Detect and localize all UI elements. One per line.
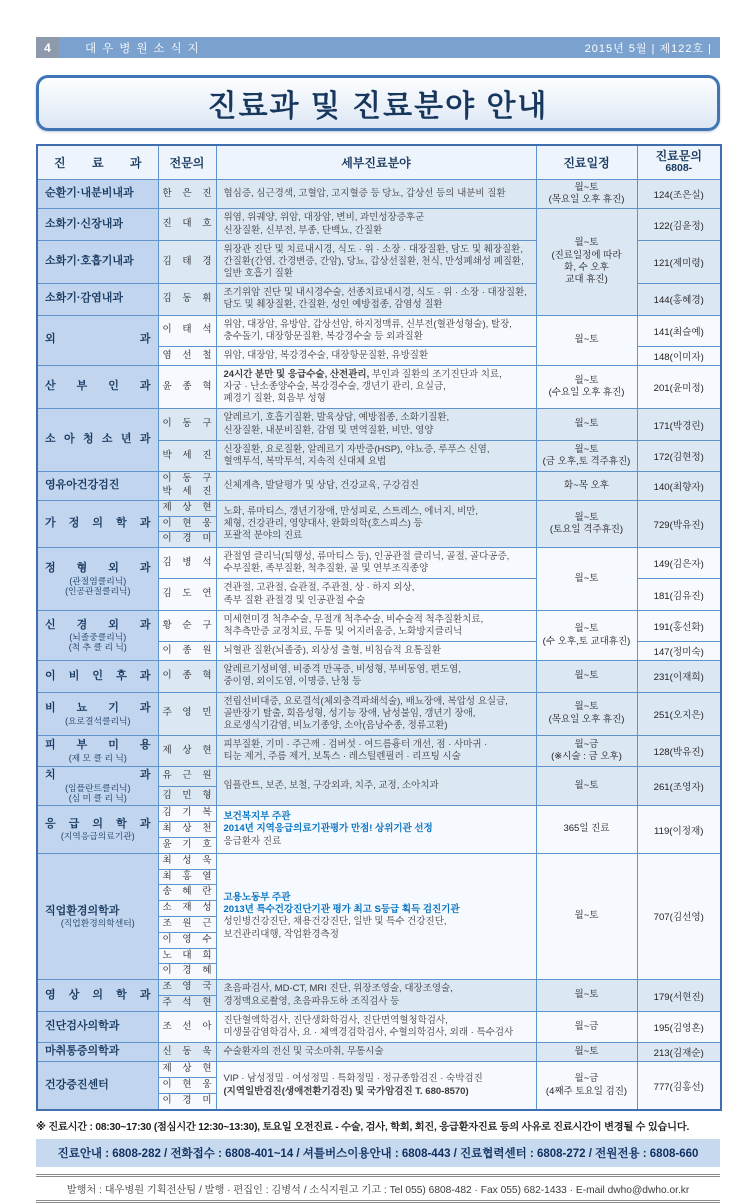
section-title-box <box>36 75 720 131</box>
cell-dept: 순환기·내분비내과 <box>37 179 158 209</box>
table-body <box>37 179 721 1110</box>
cell-doc: 제 상 현 <box>158 736 216 767</box>
cell-sch: 월~토 <box>536 409 637 440</box>
cell-sch: 월~금 <box>536 1011 637 1042</box>
cell-dept: 비 뇨 기 과 (요로결석클리닉) <box>37 692 158 735</box>
cell-tel: 149(김은자) <box>637 548 721 579</box>
cell-det: 보건복지부 주관 2014년 지역응급의료기관평가 만점! 상위기관 선정 응급환자 진료 <box>216 806 536 853</box>
cell-sch: 월~금 (※시술 : 금 오후) <box>536 736 637 767</box>
cell-det: 노화, 류마티스, 갱년기장애, 만성피로, 스트레스, 에너지, 비만, 체형, 건강관리, 영양대사, 완화의학(호스피스) 등 포괄적 분야의 진료 <box>216 500 536 547</box>
cell-tel: 191(홍선화) <box>637 610 721 641</box>
cell-doc: 김 병 석 <box>158 548 216 579</box>
cell-sch: 월~토 (진료일정에 따라 화, 수 오후 교대 휴진) <box>536 209 637 315</box>
cell-dept: 소화기·호흡기내과 <box>37 240 158 283</box>
cell-sch: 365일 진료 <box>536 806 637 853</box>
cell-dept: 건강증진센터 <box>37 1062 158 1110</box>
cell-tel: 147(정미숙) <box>637 642 721 661</box>
cell-doc: 소 재 성 <box>158 901 216 917</box>
cell-det: 위장관 진단 및 치료내시경, 식도 · 위 · 소장 · 대장질환, 담도 및 췌장질환, 간질환(간염, 간경변증, 간암), 당뇨, 갑상선질환, 천식, 만성폐쇄성 폐질환, 일반 호흡기 질환 <box>216 240 536 283</box>
cell-det: 관절염 클리닉(퇴행성, 류마티스 등), 인공관절 클리닉, 골절, 골다공증, 수부질환, 족부질환, 척추질환, 골 및 연부조직종양 <box>216 548 536 579</box>
cell-tel: 251(오지은) <box>637 692 721 735</box>
cell-det: 신장질환, 요로질환, 알레르기 자반증(HSP), 야뇨증, 루푸스 신염, 혈액투석, 복막투석, 지속적 신대체 요법 <box>216 440 536 471</box>
cell-doc: 김 도 연 <box>158 579 216 610</box>
cell-sch: 월~토 <box>536 767 637 806</box>
cell-det: 수술환자의 전신 및 국소마취, 무통시술 <box>216 1043 536 1062</box>
cell-tel: 171(박경린) <box>637 409 721 440</box>
departments-table <box>36 144 722 1111</box>
cell-tel: 201(윤미정) <box>637 365 721 408</box>
cell-doc: 한 은 진 <box>158 179 216 209</box>
col-header-doctor: 전문의 <box>158 145 216 179</box>
cell-doc: 김 동 휘 <box>158 284 216 315</box>
cell-doc: 이 현 웅 <box>158 516 216 532</box>
page-title: 진료과 및 진료분야 안내 <box>207 90 549 123</box>
cell-doc: 황 순 구 <box>158 610 216 641</box>
cell-det: 조기위암 진단 및 내시경수술, 선종치료내시경, 식도 · 위 · 소장 · 대장질환, 담도 및 췌장질환, 간질환, 성인 예방접종, 감염성 질환 <box>216 284 536 315</box>
cell-dept: 소화기·감염내과 <box>37 284 158 315</box>
cell-sch: 월~토 (금 오후,토 격주휴진) <box>536 440 637 471</box>
cell-dept: 영 상 의 학 과 <box>37 980 158 1012</box>
cell-sch: 월~토 <box>536 1043 637 1062</box>
cell-doc: 최 홍 열 <box>158 869 216 885</box>
cell-sch: 월~금 (4째주 토요일 검진) <box>536 1062 637 1110</box>
cell-doc: 조 영 국 <box>158 980 216 996</box>
cell-det: 위암, 대장암, 유방암, 갑상선암, 하지정맥류, 신부전(혈관성형술), 탈장, 충수돌기, 대장항문질환, 복강경수술 등 외과질환 <box>216 315 536 346</box>
cell-sch: 월~토 (수요일 오후 휴진) <box>536 365 637 408</box>
cell-tel: 707(김선영) <box>637 853 721 980</box>
cell-doc: 조 원 근 <box>158 916 216 932</box>
masthead-bar <box>36 37 720 58</box>
cell-dept: 이 비 인 후 과 <box>37 661 158 692</box>
cell-tel: 128(박유진) <box>637 736 721 767</box>
cell-sch: 월~토 (토요일 격주휴진) <box>536 500 637 547</box>
cell-doc: 제 상 현 <box>158 500 216 516</box>
cell-dept: 응 급 의 학 과 (지역응급의료기관) <box>37 806 158 853</box>
cell-doc: 최 성 욱 <box>158 853 216 869</box>
cell-det: 24시간 분만 및 응급수술, 산전관리, 부인과 질환의 조기진단과 치료, 자궁 · 난소종양수술, 복강경수술, 갱년기 관리, 요실금, 폐경기 질환, 회음부 성형 <box>216 365 536 408</box>
cell-dept: 가 정 의 학 과 <box>37 500 158 547</box>
cell-dept: 소 아 청 소 년 과 <box>37 409 158 472</box>
col-header-department: 진 료 과 <box>37 145 158 179</box>
cell-sch: 월~토 (목요일 오후 휴진) <box>536 692 637 735</box>
cell-det: 협심증, 심근경색, 고혈압, 고지혈증 등 당뇨, 갑상선 등의 내분비 질환 <box>216 179 536 209</box>
cell-dept: 마취통증의학과 <box>37 1043 158 1062</box>
cell-det: 견관절, 고관절, 슬관절, 주관절, 상 · 하지 외상, 족부 질환 관절경 및 인공관절 수술 <box>216 579 536 610</box>
cell-dept: 치 과 (임플란트클리닉) (심 미 클 리 닉) <box>37 767 158 806</box>
cell-det: 알레르기성비염, 비중격 만곡증, 비성형, 부비동염, 편도염, 중이염, 외이도염, 이명증, 난청 등 <box>216 661 536 692</box>
cell-sch: 월~토 (수 오후,토 교대휴진) <box>536 610 637 660</box>
cell-det: VIP · 남성정밀 · 여성정밀 · 특화정밀 · 정규종합검진 · 숙박검진 (지역일반검진(생애전환기검진) 및 국가암검진 T. 680-8570) <box>216 1062 536 1110</box>
cell-doc: 이 경 혜 <box>158 964 216 980</box>
cell-det: 진단혈액학검사, 진단생화학검사, 진단면역혈청학검사, 미생물감염학검사, 요 · 체액경검학검사, 수혈의학검사, 외래 · 특수검사 <box>216 1011 536 1042</box>
cell-sch: 월~토 (목요일 오후 휴진) <box>536 179 637 209</box>
cell-tel: 172(김현정) <box>637 440 721 471</box>
cell-dept: 산 부 인 과 <box>37 365 158 408</box>
col-header-schedule: 진료일정 <box>536 145 637 179</box>
cell-doc: 이 종 혁 <box>158 661 216 692</box>
cell-sch: 월~토 <box>536 853 637 980</box>
cell-doc: 이 경 미 <box>158 532 216 548</box>
cell-sch: 월~토 <box>536 315 637 365</box>
cell-tel: 729(박유진) <box>637 500 721 547</box>
cell-doc: 김 민 형 <box>158 786 216 805</box>
publisher-line: 발행처 : 대우병원 기획전산팀 / 발행 · 편집인 : 김병석 / 소식지원고 기고 : Tel 055) 6808-482 · Fax 055) 682-1433 · E-mail dwho@dwho.or.kr <box>36 1174 720 1203</box>
cell-doc: 이 동 구 박 세 진 <box>158 472 216 501</box>
cell-dept: 피 부 미 용 (제 모 클 리 닉) <box>37 736 158 767</box>
cell-doc: 김 기 복 <box>158 806 216 822</box>
cell-tel: 148(이미자) <box>637 346 721 365</box>
cell-doc: 제 상 현 <box>158 1062 216 1078</box>
cell-det: 고용노동부 주관 2013년 특수건강진단기관 평가 최고 S등급 획득 검진기관 성인병건강진단, 채용건강진단, 일반 및 특수 건강진단, 보건관리대행, 작업환경측정 <box>216 853 536 980</box>
cell-doc: 염 선 철 <box>158 346 216 365</box>
cell-tel: 777(김홍선) <box>637 1062 721 1110</box>
cell-tel: 231(이재희) <box>637 661 721 692</box>
cell-doc: 노 대 희 <box>158 948 216 964</box>
cell-doc: 윤 종 혁 <box>158 365 216 408</box>
cell-tel: 213(김재순) <box>637 1043 721 1062</box>
cell-det: 신체계측, 발달평가 및 상담, 건강교육, 구강검진 <box>216 472 536 501</box>
cell-doc: 윤 기 호 <box>158 837 216 853</box>
newsletter-title: 대우병원소식지 <box>85 42 205 55</box>
cell-doc: 조 선 아 <box>158 1011 216 1042</box>
cell-dept: 소화기·신장내과 <box>37 209 158 240</box>
cell-det: 임플란트, 보존, 보철, 구강외과, 치주, 교정, 소아치과 <box>216 767 536 806</box>
cell-doc: 신 동 욱 <box>158 1043 216 1062</box>
cell-sch: 월~토 <box>536 980 637 1012</box>
cell-doc: 송 혜 란 <box>158 885 216 901</box>
cell-tel: 122(김윤정) <box>637 209 721 240</box>
col-header-contact: 진료문의 6808- <box>637 145 721 179</box>
cell-dept: 정 형 외 과 (관절염클리닉) (인공관절클리닉) <box>37 548 158 611</box>
table-header <box>37 145 721 179</box>
cell-tel: 121(제미령) <box>637 240 721 283</box>
cell-doc: 주 석 현 <box>158 996 216 1012</box>
clinic-hours-note: ※ 진료시간 : 08:30~17:30 (점심시간 12:30~13:30), 토요일 오전진료 - 수술, 검사, 학회, 회진, 응급환자진료 등의 사유로 진료시간이 변경될 수 있습니다. <box>36 1121 690 1133</box>
cell-det: 미세현미경 척추수술, 무절개 척추수술, 비수술적 척추질환치료, 척추측만증 교정치료, 두통 및 어지러움증, 노화방지클리닉 <box>216 610 536 641</box>
cell-doc: 최 상 천 <box>158 822 216 838</box>
cell-doc: 이 현 웅 <box>158 1078 216 1094</box>
phone-directory-bar: 진료안내 : 6808-282 / 전화접수 : 6808-401~14 / 셔틀버스이용안내 : 6808-443 / 진료협력센터 : 6808-272 / 전원전용 : 6808-660 <box>36 1139 720 1167</box>
cell-det: 피부질환, 기미 · 주근깨 · 검버섯 · 여드름흉터 개선, 점 · 사마귀 · 티눈 제거, 주름 제거, 보톡스 · 레스틸렌필러 · 리프팅 시술 <box>216 736 536 767</box>
page-number: 4 <box>36 37 59 58</box>
cell-sch: 월~토 <box>536 548 637 611</box>
cell-dept: 외 과 <box>37 315 158 365</box>
cell-det: 뇌혈관 질환(뇌졸중), 외상성 출혈, 비침습적 요통질환 <box>216 642 536 661</box>
cell-doc: 이 종 원 <box>158 642 216 661</box>
cell-det: 위염, 위궤양, 위암, 대장암, 변비, 과민성장증후군 신장질환, 신부전, 부종, 단백뇨, 간질환 <box>216 209 536 240</box>
cell-dept: 직업환경의학과 (직업환경의학센터) <box>37 853 158 980</box>
cell-doc: 박 세 진 <box>158 440 216 471</box>
cell-doc: 이 영 수 <box>158 932 216 948</box>
cell-det: 위암, 대장암, 복강경수술, 대장항문질환, 유방질환 <box>216 346 536 365</box>
col-header-details: 세부진료분야 <box>216 145 536 179</box>
cell-det: 전립선비대증, 요로결석(체외충격파쇄석술), 배뇨장애, 복압성 요실금, 골반장기 탈출, 회음성형, 성기능 장애, 남성불임, 갱년기 장애, 요로생식기감염, 비뇨기종양, 소아(음낭수종, 정류고환) <box>216 692 536 735</box>
cell-doc: 이 경 미 <box>158 1093 216 1109</box>
cell-tel: 140(최향자) <box>637 472 721 501</box>
cell-tel: 119(이정재) <box>637 806 721 853</box>
cell-tel: 195(김영혼) <box>637 1011 721 1042</box>
cell-sch: 화~목 오후 <box>536 472 637 501</box>
cell-doc: 주 영 민 <box>158 692 216 735</box>
cell-tel: 261(조영자) <box>637 767 721 806</box>
cell-det: 알레르기, 호흡기질환, 발육상담, 예방접종, 소화기질환, 신장질환, 내분비질환, 감염 및 면역질환, 비만, 영양 <box>216 409 536 440</box>
cell-dept: 영유아건강검진 <box>37 472 158 501</box>
cell-doc: 유 근 원 <box>158 767 216 786</box>
cell-sch: 월~토 <box>536 661 637 692</box>
cell-doc: 이 태 석 <box>158 315 216 346</box>
cell-tel: 179(서현진) <box>637 980 721 1012</box>
cell-doc: 김 태 경 <box>158 240 216 283</box>
cell-tel: 144(홍혜경) <box>637 284 721 315</box>
cell-det: 초음파검사, MD-CT, MRI 진단, 위장조영술, 대장조영술, 경정맥요로촬영, 초음파유도하 조직검사 등 <box>216 980 536 1012</box>
cell-tel: 181(김유진) <box>637 579 721 610</box>
cell-dept: 신 경 외 과 (뇌졸중클리닉) (척 추 클 리 닉) <box>37 610 158 660</box>
cell-tel: 124(조은실) <box>637 179 721 209</box>
cell-dept: 진단검사의학과 <box>37 1011 158 1042</box>
issue-label: 2015년 5월 | 제122호 | <box>584 42 712 55</box>
cell-doc: 진 대 호 <box>158 209 216 240</box>
cell-tel: 141(최슬예) <box>637 315 721 346</box>
cell-doc: 이 동 구 <box>158 409 216 440</box>
